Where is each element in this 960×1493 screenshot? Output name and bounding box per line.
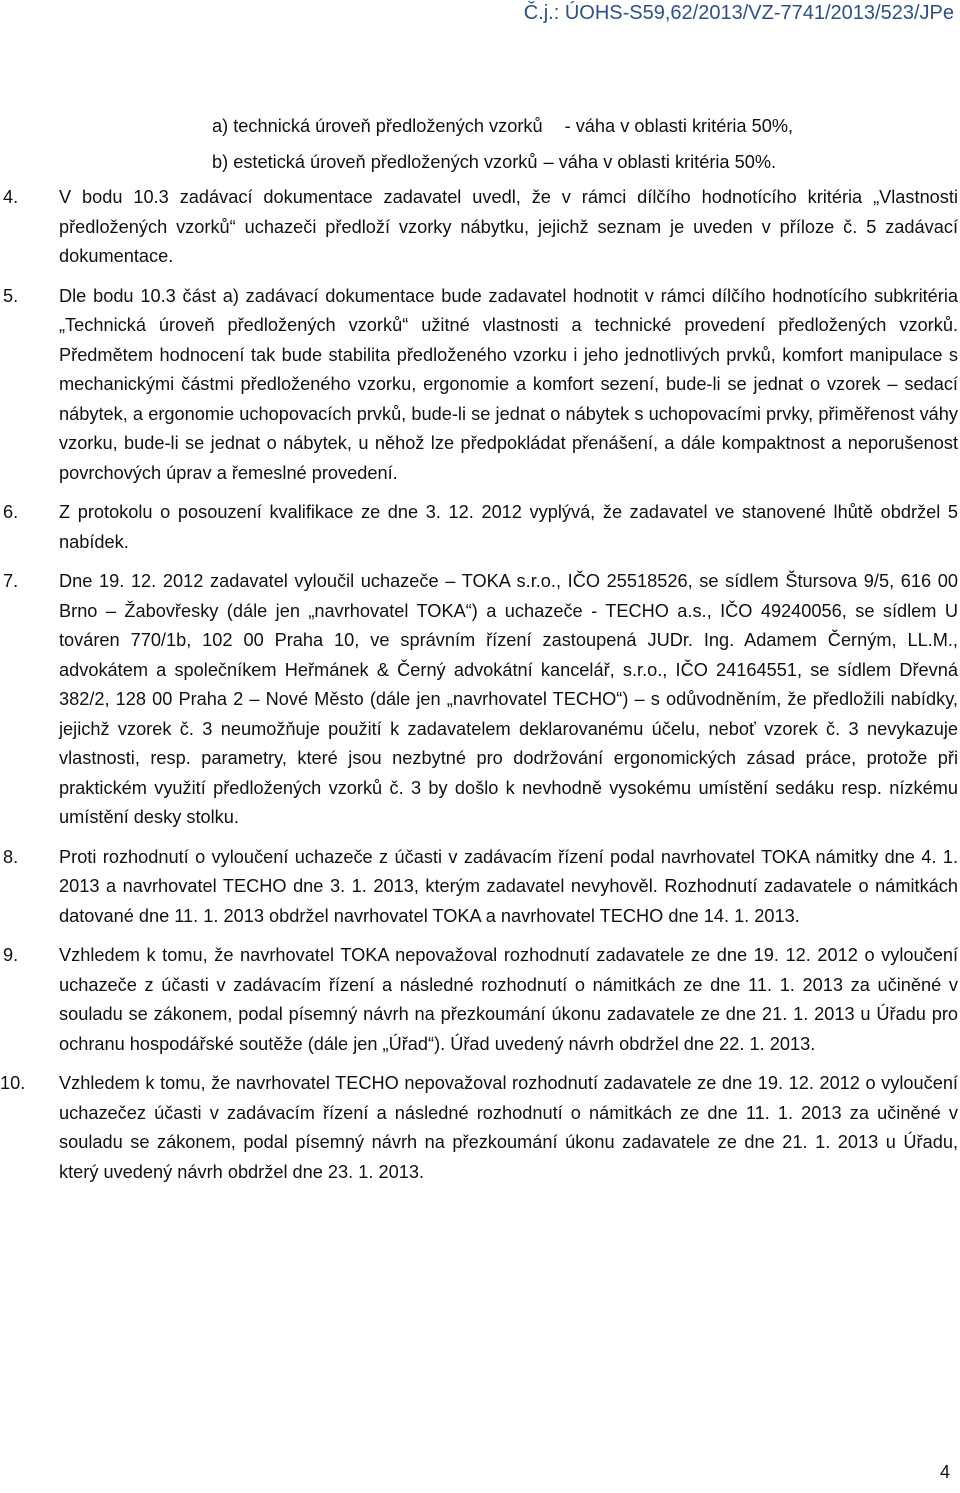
paragraph-number: 4. [3,187,19,207]
paragraph-number: 8. [3,846,19,867]
document-body [0,112,958,1197]
criterion-weight: – váha v oblasti kritéria 50%. [543,151,777,172]
paragraph-9 [0,941,958,1059]
paragraph-number: 7. [3,571,19,591]
paragraph-number: 9. [3,945,19,965]
paragraph-text: Vzhledem k tomu, že navrhovatel TOKA nepovažoval rozhodnutí zadavatele ze dne 19. 12. 2012 o vyloučení uchazeče z účasti v zadávacím řízení a následné rozhodnutí o námitkách ze dne 11. 1. 2013 za učiněné v souladu se zákonem, podal písemný návrh na přezkoumání úkonu zadavatele ze dne 21. 1. 2013 u Úřadu pro ochranu hospodářské soutěže (dále jen „Úřad“). Úřad uvedený návrh obdržel dne 22. 1. 2013. [59,945,958,1054]
paragraph-text: Vzhledem k tomu, že navrhovatel TECHO nepovažoval rozhodnutí zadavatele ze dne 19. 12. 2012 o vyloučení uchazečez účasti v zadávacím řízení a následné rozhodnutí o námitkách ze dne 11. 1. 2013 za učiněné v souladu se zákonem, podal písemný návrh na přezkoumání úkonu zadavatele ze dne 21. 1. 2013 u Úřadu, který uvedený návrh obdržel dne 23. 1. 2013. [59,1073,958,1182]
paragraph-4 [0,183,958,272]
paragraph-7 [0,567,958,833]
criterion-weight: - váha v oblasti kritéria 50%, [564,116,794,136]
paragraph-number: 6. [3,502,19,522]
paragraph-6 [0,498,958,557]
paragraph-text: Proti rozhodnutí o vyloučení uchazeče z účasti v zadávacím řízení podal navrhovatel TOKA námitky dne 4. 1. 2013 a navrhovatel TECHO dne 3. 1. 2013, kterým zadavatel nevyhověl. Rozhodnutí zadavatele o námitkách datované dne 11. 1. 2013 obdržel navrhovatel TOKA a navrhovatel TECHO dne 14. 1. 2013. [59,846,958,926]
paragraph-5 [0,282,958,489]
paragraph-8 [0,843,958,932]
document-reference-number: Č.j.: ÚOHS-S59,62/2013/VZ-7741/2013/523/JPe [523,2,954,24]
paragraph-number: 5. [3,285,19,306]
page-number: 4 [939,1462,950,1482]
criterion-label: b) estetická úroveň předložených vzorků [212,151,538,172]
paragraph-10 [0,1069,958,1187]
paragraph-text: V bodu 10.3 zadávací dokumentace zadavatel uvedl, že v rámci dílčího hodnotícího kritéria „Vlastnosti předložených vzorků“ uchazeči předloží vzorky nábytku, jejichž seznam je uveden v příloze č. 5 zadávací dokumentace. [59,187,958,266]
criterion-label: a) technická úroveň předložených vzorků [212,116,543,136]
paragraph-text: Dle bodu 10.3 část a) zadávací dokumentace bude zadavatel hodnotit v rámci dílčího hodnotícího subkritéria „Technická úroveň předložených vzorků“ užitné vlastnosti a technické provedení předložených vzorků. Předmětem hodnocení tak bude stabilita předloženého vzorku i jeho jednotlivých prvků, komfort manipulace s mechanickými částmi předloženého vzorku, ergonomie a komfort sezení, bude-li se jednat o vzorek – sedací nábytek, a ergonomie uchopovacích prvků, bude-li se jednat o nábytek s uchopovacími prvky, přiměřenost váhy vzorku, bude-li se jednat o nábytek, u něhož lze předpokládat přenášení, a dále kompaktnost a neporušenost povrchových úprav a řemeslné provedení. [59,285,958,483]
paragraph-text: Z protokolu o posouzení kvalifikace ze dne 3. 12. 2012 vyplývá, že zadavatel ve stanovené lhůtě obdržel 5 nabídek. [59,502,958,552]
criterion-item-a [0,112,958,142]
paragraph-number: 10. [0,1073,26,1093]
criterion-item-b [0,148,958,178]
paragraph-text: Dne 19. 12. 2012 zadavatel vyloučil uchazeče – TOKA s.r.o., IČO 25518526, se sídlem Štursova 9/5, 616 00 Brno – Žabovřesky (dále jen „navrhovatel TOKA“) a uchazeče - TECHO a.s., IČO 49240056, se sídlem U továren 770/1b, 102 00 Praha 10, ve správním řízení zastoupená JUDr. Ing. Adamem Černým, LL.M., advokátem a společníkem Heřmánek & Černý advokátní kancelář, s.r.o., IČO 24164551, se sídlem Dřevná 382/2, 128 00 Praha 2 – Nové Město (dále jen „navrhovatel TECHO“) – s odůvodněním, že předložili nabídky, jejichž vzorek č. 3 neumožňuje použití k zadavatelem deklarovanému účelu, neboť vzorek č. 3 nevykazuje vlastnosti, resp. parametry, které jsou nezbytné pro dodržování ergonomických zásad práce, protože při praktickém využití předložených vzorků č. 3 by došlo k nevhodně vysokému umístění sedáku resp. nízkému umístění desky stolku. [59,571,958,827]
